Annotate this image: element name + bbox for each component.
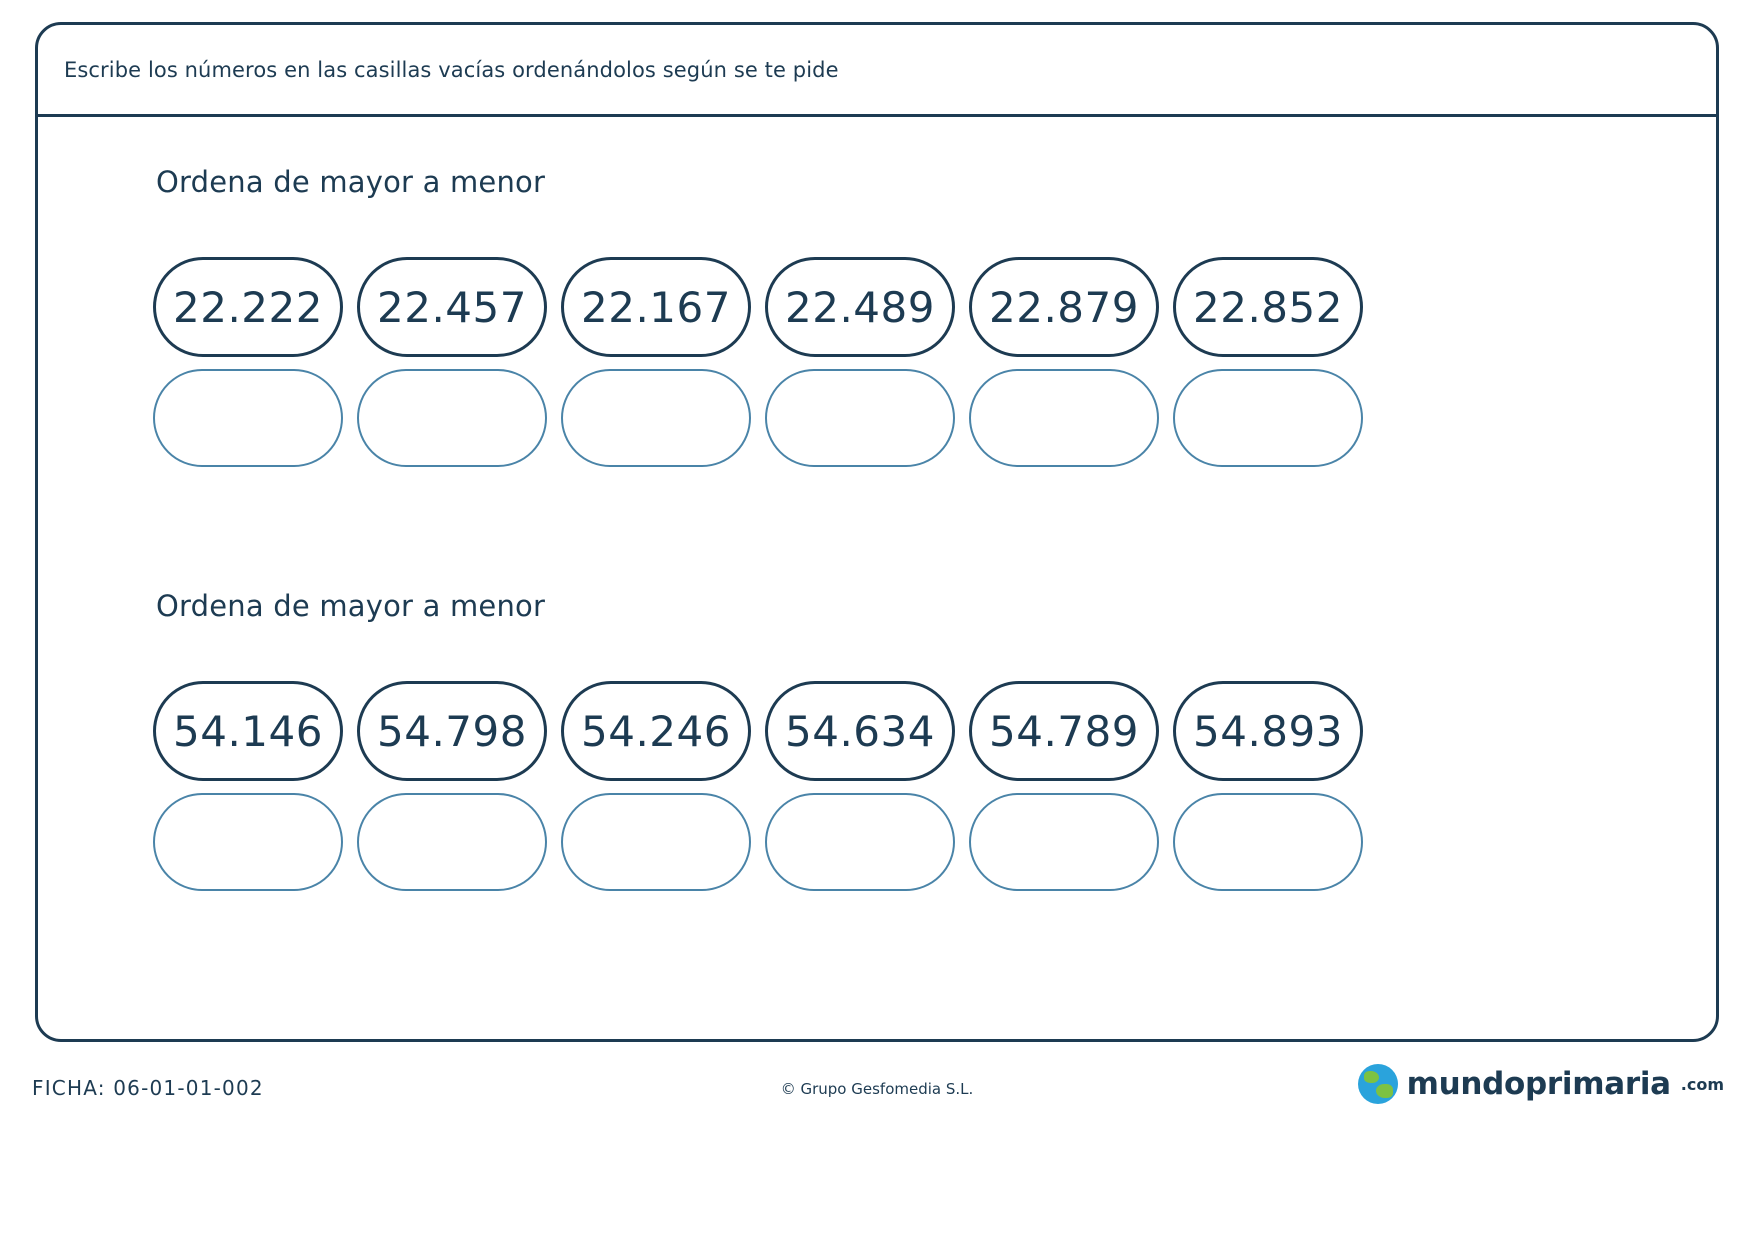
answer-cell[interactable] <box>765 793 955 891</box>
answer-cell[interactable] <box>561 369 751 467</box>
exercise-1-number-row <box>153 257 1716 357</box>
number-cell: 22.852 <box>1173 257 1363 357</box>
number-cell: 54.798 <box>357 681 547 781</box>
answer-cell[interactable] <box>357 369 547 467</box>
answer-cell[interactable] <box>765 369 955 467</box>
copyright-text: © Grupo Gesfomedia S.L. <box>780 1080 974 1098</box>
exercise-1 <box>38 165 1716 467</box>
exercise-2-number-row <box>153 681 1716 781</box>
exercise-2-title: Ordena de mayor a menor <box>156 589 546 623</box>
brand-logo <box>1358 1064 1724 1104</box>
worksheet-sheet <box>35 22 1719 1042</box>
number-cell: 54.146 <box>153 681 343 781</box>
answer-cell[interactable] <box>1173 369 1363 467</box>
number-cell: 22.222 <box>153 257 343 357</box>
exercise-2 <box>38 589 1716 891</box>
globe-icon <box>1358 1064 1398 1104</box>
answer-cell[interactable] <box>357 793 547 891</box>
brand-tld: .com <box>1680 1074 1724 1094</box>
exercise-1-title: Ordena de mayor a menor <box>156 165 546 199</box>
number-cell: 54.789 <box>969 681 1159 781</box>
answer-cell[interactable] <box>561 793 751 891</box>
answer-cell[interactable] <box>1173 793 1363 891</box>
number-cell: 22.489 <box>765 257 955 357</box>
answer-cell[interactable] <box>153 793 343 891</box>
page-footer <box>0 1058 1754 1128</box>
exercise-1-answer-row <box>153 369 1716 467</box>
ficha-code: FICHA: 06-01-01-002 <box>32 1076 264 1100</box>
brand-name: mundoprimaria <box>1406 1066 1671 1102</box>
instruction-bar <box>38 25 1716 117</box>
answer-cell[interactable] <box>969 369 1159 467</box>
number-cell: 22.167 <box>561 257 751 357</box>
exercise-2-answer-row <box>153 793 1716 891</box>
number-cell: 22.879 <box>969 257 1159 357</box>
answer-cell[interactable] <box>969 793 1159 891</box>
worksheet-body <box>38 117 1716 1039</box>
number-cell: 54.893 <box>1173 681 1363 781</box>
number-cell: 54.634 <box>765 681 955 781</box>
instruction-text: Escribe los números en las casillas vacías ordenándolos según se te pide <box>64 57 839 82</box>
number-cell: 54.246 <box>561 681 751 781</box>
answer-cell[interactable] <box>153 369 343 467</box>
number-cell: 22.457 <box>357 257 547 357</box>
